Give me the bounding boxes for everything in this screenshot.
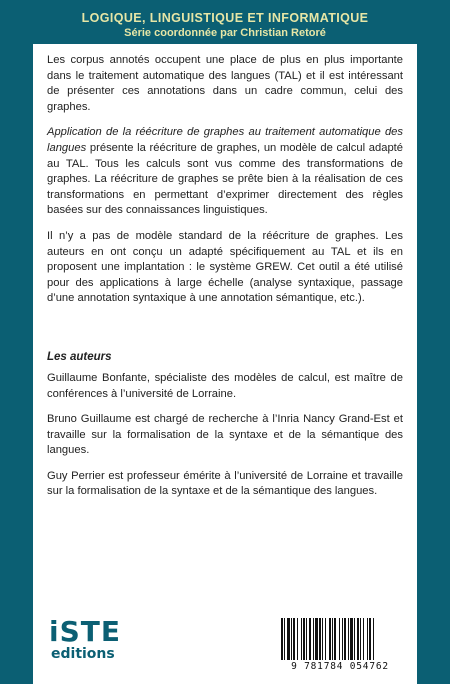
barcode-bar (306, 618, 307, 660)
barcode-bar (363, 618, 364, 660)
barcode-bar (322, 618, 323, 660)
barcode-bar (360, 618, 361, 660)
barcode-bar (369, 618, 371, 660)
barcode-bar (281, 618, 283, 660)
barcode-bar (367, 618, 368, 660)
summary-paragraph-1: Les corpus annotés occupent une place de plus en plus importante dans le traitement automatique des langues (TAL) et il est intéressant de présenter ces annotations dans un cadre commun, celui des graphes. (47, 54, 403, 113)
barcode-bar (329, 618, 331, 660)
barcode-bar (342, 618, 343, 660)
barcode-bar (325, 618, 326, 660)
barcode-bar (315, 618, 318, 660)
barcode-bar (348, 618, 349, 660)
isbn-digits: 9 781784 054762 (291, 661, 389, 672)
publisher-logo-sub: editions (51, 646, 115, 662)
publisher-logo (49, 615, 139, 664)
barcode-bar (287, 618, 290, 660)
barcode-bar (309, 618, 311, 660)
author-bio-3: Guy Perrier est professeur émérite à l’université de Lorraine et travaille sur la formalisation de la syntaxe et de la sémantique des langues. (47, 469, 403, 498)
barcode-bar (357, 618, 359, 660)
barcode-bar (297, 618, 298, 660)
barcode-bar (354, 618, 355, 660)
summary-paragraph-2-rest: présente la réécriture de graphes, un modèle de calcul adapté au TAL. Tous les calculs sont vus comme des transformations de graphes. La réécriture de graphes se prête bien à la réalisation de ces transformations en permettant d’exprimer directement des règles basées sur des connaissances linguistiques. (47, 141, 403, 217)
barcode-bar (293, 618, 295, 660)
barcode-bar (303, 618, 305, 660)
series-editor: Série coordonnée par Christian Retoré (124, 27, 326, 39)
authors-heading: Les auteurs (47, 350, 112, 363)
author-bio-2: Bruno Guillaume est chargé de recherche à l’Inria Nancy Grand-Est et travaille sur la formalisation de la syntaxe et de la sémantique des langues. (47, 413, 403, 457)
barcode-bar (339, 618, 340, 660)
barcode-bar (291, 618, 292, 660)
barcode-bar (350, 618, 353, 660)
summary-paragraph-2 (47, 125, 403, 219)
barcode-bars (275, 618, 405, 660)
barcode-bar (344, 618, 346, 660)
barcode-bar (284, 618, 285, 660)
barcode-bar (334, 618, 336, 660)
summary-paragraph-3: Il n’y a pas de modèle standard de la réécriture de graphes. Les auteurs en ont conçu un adapté spécifiquement au TAL et ils en proposent une implantation : le système GREW. Cet outil a été utilisé pour des applications à large échelle (analyse syntaxique, passage d’une annotation syntaxique à une annotation sémantique, etc.). (47, 229, 403, 305)
barcode-bar (313, 618, 314, 660)
book-title-italic: Application de la réécriture de graphes au traitement automatique des langues (47, 126, 403, 154)
author-bio-1: Guillaume Bonfante, spécialiste des modèles de calcul, est maître de conférences à l’université de Lorraine. (47, 371, 403, 400)
barcode-bar (373, 618, 374, 660)
barcode-bar (301, 618, 302, 660)
barcode-bar (332, 618, 333, 660)
series-header (0, 10, 450, 41)
publisher-logo-brand: iSTE (49, 615, 121, 648)
barcode-bar (319, 618, 321, 660)
back-cover-panel (33, 44, 417, 684)
series-title: LOGIQUE, LINGUISTIQUE ET INFORMATIQUE (81, 11, 369, 25)
isbn-barcode (275, 618, 405, 674)
